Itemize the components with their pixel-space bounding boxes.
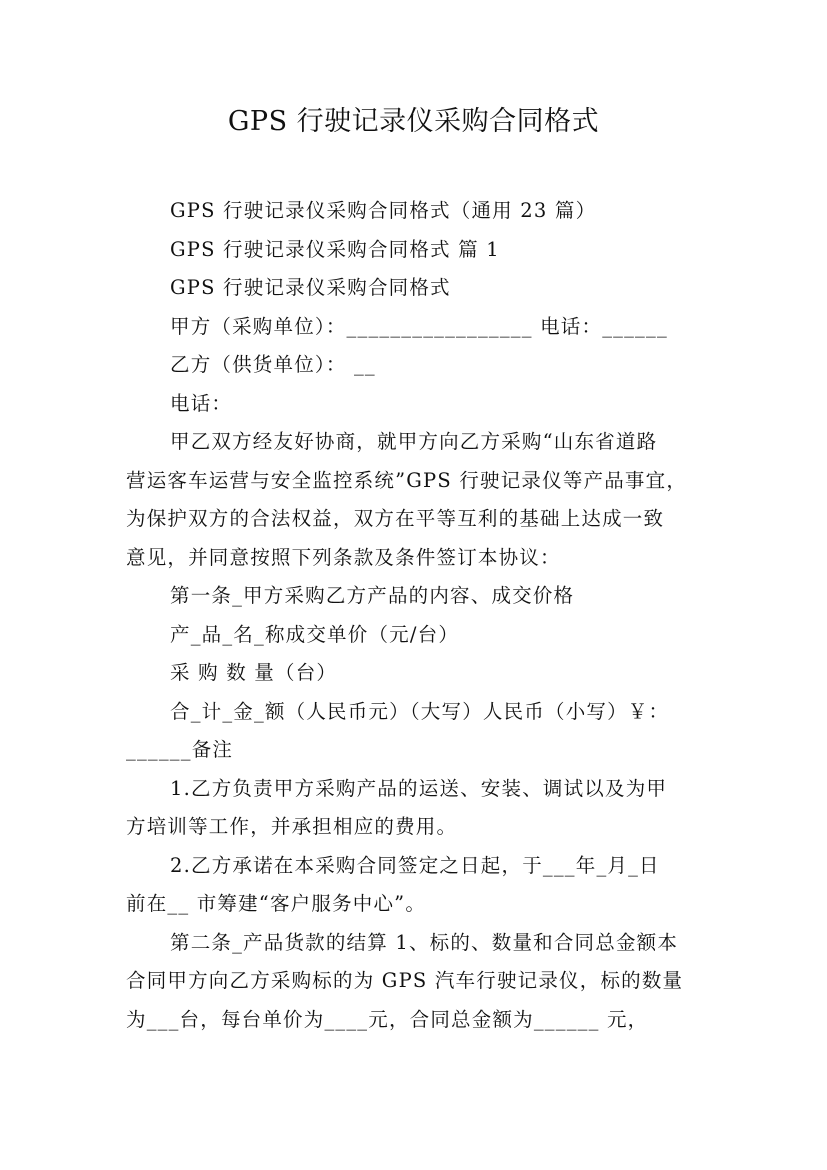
paragraph: 乙方（供货单位）： __ [170,353,376,376]
paragraph: GPS 行驶记录仪采购合同格式 篇 1 [170,237,500,261]
paragraph: 合同甲方向乙方采购标的为 GPS 汽车行驶记录仪，标的数量 [126,969,684,992]
paragraph: ______备注 [126,738,234,761]
paragraph: 前在__ 市筹建“客户服务中心”。 [126,892,427,915]
paragraph: 第一条_甲方采购乙方产品的内容、成交价格 [170,584,575,607]
paragraph: 营运客车运营与安全监控系统”GPS 行驶记录仪等产品事宜， [126,468,688,492]
document-body [126,192,706,1039]
paragraph: GPS 行驶记录仪采购合同格式 [170,276,451,299]
paragraph: 合_计_金_额（人民币元）（大写）人民币（小写）￥： [170,699,670,723]
document-title: GPS 行驶记录仪采购合同格式 [227,106,600,137]
paragraph: 产_品_名_称成交单价（元/台） [170,622,460,646]
paragraph: 为保护双方的合法权益，双方在平等互利的基础上达成一致 [126,507,665,530]
paragraph: 为___台，每台单价为____元，合同总金额为______ 元， [126,1007,649,1031]
paragraph: 意见，并同意按照下列条款及条件签订本协议： [126,545,561,569]
paragraph: 电话： [170,391,233,415]
paragraph: 1.乙方负责甲方采购产品的运送、安装、调试以及为甲 [170,776,668,800]
paragraph: 甲乙双方经友好协商，就甲方向乙方采购“山东省道路 [170,430,658,453]
paragraph: 2.乙方承诺在本采购合同签定之日起，于___年_月_日 [170,853,660,877]
paragraph: 第二条_产品货款的结算 1、标的、数量和合同总金额本 [170,930,679,954]
paragraph: GPS 行驶记录仪采购合同格式（通用 23 篇） [170,199,597,222]
paragraph: 甲方（采购单位）：_________________ 电话：______ [170,314,668,338]
paragraph: 采 购 数 量（台） [170,661,338,684]
paragraph: 方培训等工作，并承担相应的费用。 [126,815,458,838]
